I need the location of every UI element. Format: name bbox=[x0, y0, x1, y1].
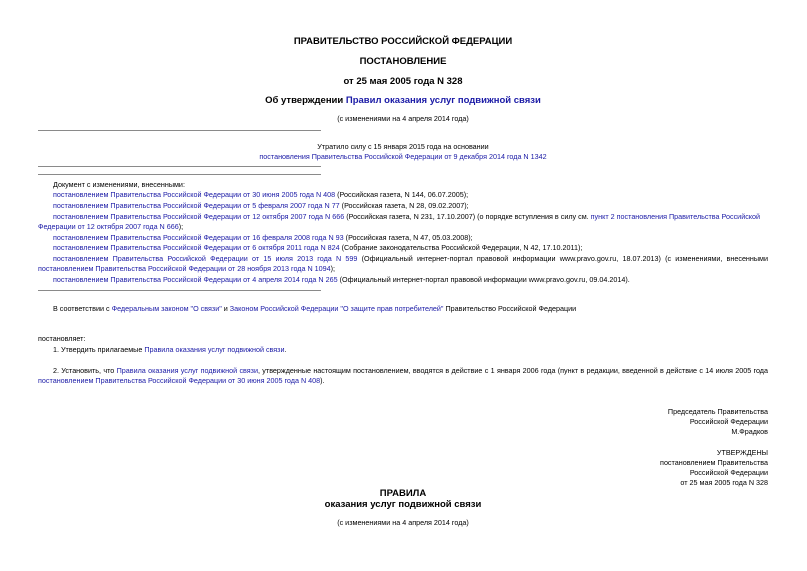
divider bbox=[38, 174, 321, 175]
preamble-text: и bbox=[221, 304, 230, 313]
change-link[interactable]: постановлением Правительства Российской Федерации от 5 февраля 2007 года N 77 bbox=[53, 201, 340, 210]
change-link[interactable]: постановлением Правительства Российской Федерации от 6 октября 2011 года N 824 bbox=[53, 243, 340, 252]
change-source: (Официальный интернет-портал правовой информации www.pravo.gov.ru, 18.07.2013) (с изменениями, внесенными bbox=[357, 254, 768, 263]
change-link[interactable]: постановлением Правительства Российской Федерации от 28 ноября 2013 года N 1094 bbox=[38, 264, 331, 273]
change-item-continuation bbox=[38, 222, 183, 232]
point-text: , утвержденные настоящим постановлением, вводятся в действие с 1 января 2006 года (пункт в редакции, введенной в действие с 14 июля 2005 года bbox=[258, 366, 768, 375]
preamble-text: Правительство Российской Федерации bbox=[443, 304, 577, 313]
point-text: 2. Установить, что bbox=[53, 366, 117, 375]
change-source: ); bbox=[330, 264, 336, 273]
title-prefix: Об утверждении bbox=[265, 95, 346, 106]
signature-country: Российской Федерации bbox=[689, 417, 768, 426]
doc-type-heading: ПОСТАНОВЛЕНИЕ bbox=[359, 56, 447, 67]
change-item bbox=[53, 201, 469, 211]
change-link[interactable]: постановлением Правительства Российской Федерации от 4 апреля 2014 года N 265 bbox=[53, 275, 338, 284]
change-item bbox=[53, 254, 768, 264]
change-source: (Собрание законодательства Российской Федерации, N 42, 17.10.2011); bbox=[339, 243, 583, 252]
divider bbox=[38, 130, 321, 131]
rules-amendments-note: (с изменениями на 4 апреля 2014 года) bbox=[337, 518, 469, 527]
title-link[interactable]: Правил оказания услуг подвижной связи bbox=[345, 95, 541, 106]
change-source: (Российская газета, N 47, 05.03.2008); bbox=[343, 233, 473, 242]
point-text: . bbox=[284, 345, 287, 354]
rules-subtitle: оказания услуг подвижной связи bbox=[324, 499, 482, 510]
change-link-secondary[interactable]: пункт 2 постановления Правительства Российской bbox=[590, 212, 761, 221]
point-1 bbox=[53, 345, 286, 355]
approved-line: Российской Федерации bbox=[689, 468, 768, 477]
divider bbox=[38, 166, 321, 167]
change-item bbox=[53, 190, 468, 200]
rules-link[interactable]: Правила оказания услуг подвижной связи bbox=[116, 366, 258, 375]
rules-title: ПРАВИЛА bbox=[379, 488, 427, 499]
point-text: ). bbox=[320, 376, 325, 385]
government-heading: ПРАВИТЕЛЬСТВО РОССИЙСКОЙ ФЕДЕРАЦИИ bbox=[293, 36, 513, 47]
change-item bbox=[53, 212, 768, 222]
change-link[interactable]: Федерации от 12 октября 2007 года N 666 bbox=[38, 222, 179, 231]
expiry-link[interactable]: постановления Правительства Российской Федерации от 9 декабря 2014 года N 1342 bbox=[259, 152, 547, 161]
change-link[interactable]: постановлением Правительства Российской Федерации от 16 февраля 2008 года N 93 bbox=[53, 233, 344, 242]
change-source: ); bbox=[178, 222, 184, 231]
document-title bbox=[38, 95, 768, 106]
signature-name: М.Фрадков bbox=[731, 427, 768, 436]
change-source: (Российская газета, N 28, 09.02.2007); bbox=[339, 201, 469, 210]
rules-link[interactable]: Правила оказания услуг подвижной связи bbox=[144, 345, 285, 354]
decision-word: постановляет: bbox=[38, 334, 86, 343]
change-source: (Российская газета, N 144, 06.07.2005); bbox=[335, 190, 469, 199]
amendment-link[interactable]: постановлением Правительства Российской Федерации от 30 июня 2005 года N 408 bbox=[38, 376, 321, 385]
change-item bbox=[53, 243, 582, 253]
approved-date: от 25 мая 2005 года N 328 bbox=[680, 478, 768, 487]
expiry-line: Утратило силу с 15 января 2015 года на основании bbox=[317, 142, 489, 151]
document-page bbox=[38, 0, 768, 571]
change-link[interactable]: постановлением Правительства Российской Федерации от 30 июня 2005 года N 408 bbox=[53, 190, 336, 199]
approved-line: постановлением Правительства bbox=[660, 458, 768, 467]
change-link[interactable]: постановлением Правительства Российской Федерации от 12 октября 2007 года N 666 bbox=[53, 212, 345, 221]
changes-intro: Документ с изменениями, внесенными: bbox=[53, 180, 185, 189]
preamble-paragraph bbox=[53, 304, 576, 314]
date-number-heading: от 25 мая 2005 года N 328 bbox=[343, 76, 463, 87]
signature-position: Председатель Правительства bbox=[667, 407, 768, 416]
approved-heading: УТВЕРЖДЕНЫ bbox=[716, 448, 768, 457]
law-link[interactable]: Федеральным законом "О связи" bbox=[111, 304, 222, 313]
change-item bbox=[53, 233, 473, 243]
change-source: (Российская газета, N 231, 17.10.2007) (о порядке вступления в силу см. bbox=[344, 212, 591, 221]
law-link[interactable]: Законом Российской Федерации "О защите прав потребителей" bbox=[229, 304, 444, 313]
divider bbox=[38, 290, 321, 291]
point-2 bbox=[53, 366, 768, 376]
change-link[interactable]: постановлением Правительства Российской Федерации от 15 июля 2013 года N 599 bbox=[53, 254, 358, 263]
change-item-continuation bbox=[38, 264, 335, 274]
point-2-continuation bbox=[38, 376, 325, 386]
amendments-note: (с изменениями на 4 апреля 2014 года) bbox=[337, 114, 469, 123]
change-source: (Официальный интернет-портал правовой информации www.pravo.gov.ru, 09.04.2014). bbox=[337, 275, 630, 284]
point-text: 1. Утвердить прилагаемые bbox=[53, 345, 145, 354]
preamble-text: В соответствии с bbox=[53, 304, 112, 313]
change-item bbox=[53, 275, 630, 285]
